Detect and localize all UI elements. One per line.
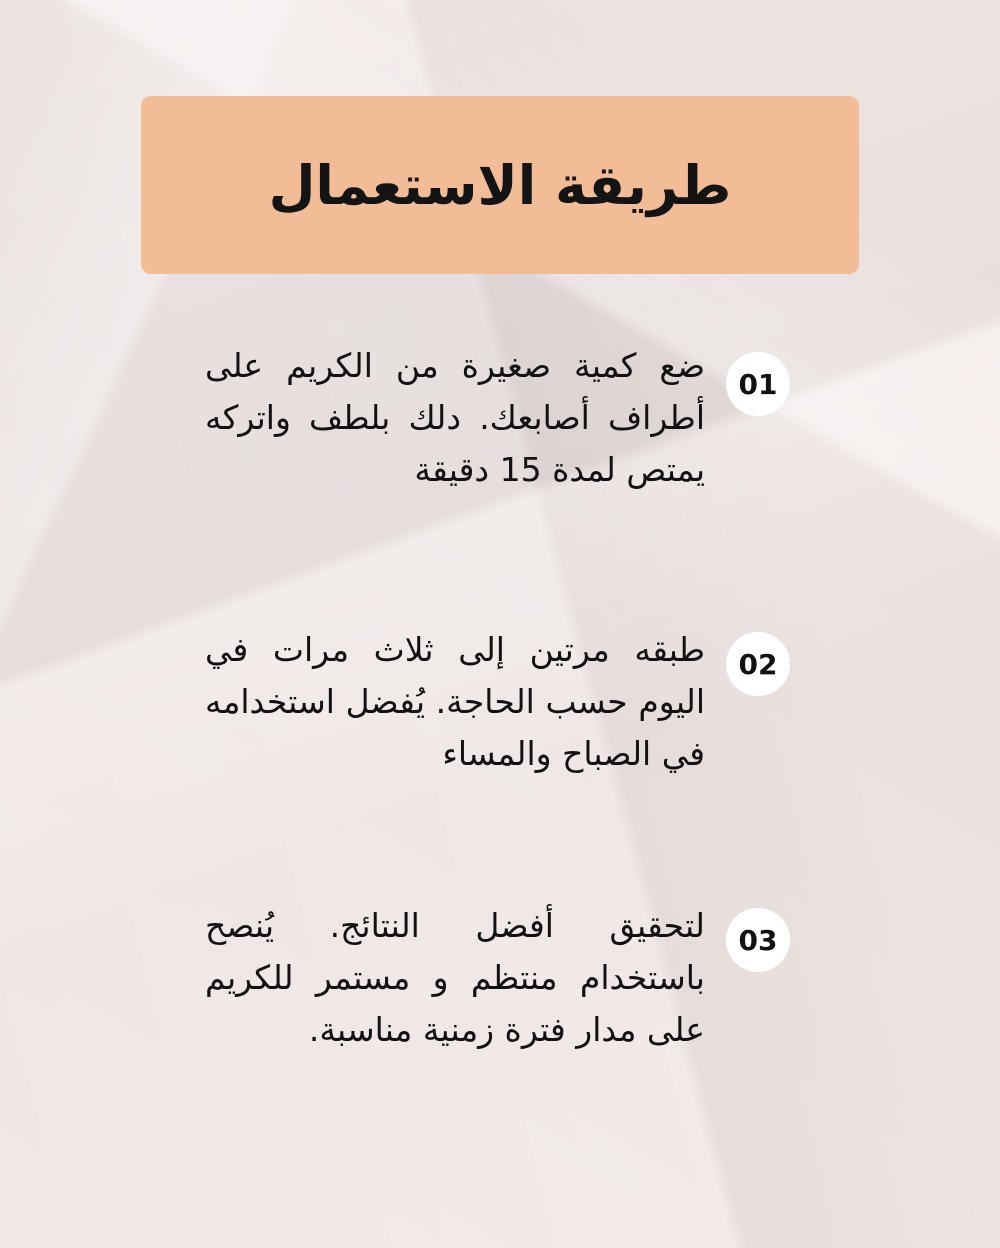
step-number-badge: 02: [726, 632, 790, 696]
title-banner: [141, 96, 859, 274]
page-title: طريقة الاستعمال: [268, 153, 732, 217]
step-text: ضع كمية صغيرة من الكريم على أطراف أصابعك. دلك بلطف واتركه يمتص لمدة 15 دقيقة: [205, 346, 705, 489]
step-text: طبقه مرتين إلى ثلاث مرات في اليوم حسب الحاجة. يُفضل استخدامه في الصباح والمساء: [205, 630, 705, 773]
step-text: لتحقيق أفضل النتائج. يُنصح باستخدام منتظم و مستمر للكريم على مدار فترة زمنية مناسبة.: [205, 906, 705, 1049]
step-number-badge: 01: [726, 352, 790, 416]
step-number-badge: 03: [726, 908, 790, 972]
